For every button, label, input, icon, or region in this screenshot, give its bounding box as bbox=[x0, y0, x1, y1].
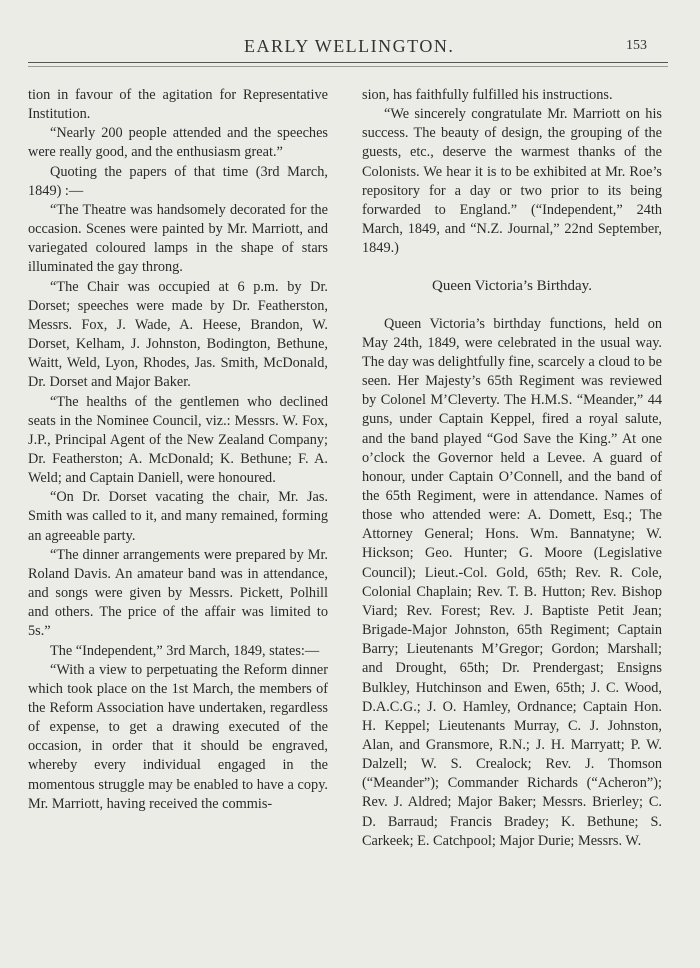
paragraph: Quoting the papers of that time (3rd March, 1849) :— bbox=[28, 163, 328, 199]
running-title: EARLY WELLINGTON. bbox=[244, 36, 455, 56]
left-column bbox=[28, 86, 328, 814]
paragraph: “The healths of the gentlemen who declined seats in the Nominee Council, viz.: Messrs. W. Fox, J.P., Principal Agent of the New Zealand Company; Dr. Featherston; A. McDonald; K. Bethune; F. A. Weld; and Captain Daniell, were honoured. bbox=[28, 393, 328, 487]
paragraph: “On Dr. Dorset vacating the chair, Mr. Jas. Smith was called to it, and many remained, forming an agreeable party. bbox=[28, 489, 328, 544]
paragraph: Queen Victoria’s birthday functions, held on May 24th, 1849, were celebrated in the usual way. The day was delightfully fine, scarcely a cloud to be seen. Her Majesty’s 65th Regiment was reviewed by Colonel M’Cleverty. The H.M.S. “Meander,” 44 guns, under Captain Keppel, fired a royal salute, and the band played “God Save the King.” At one o’clock the Governor held a Levee. A guard of honour, under Captain O’Connell, and the band of the 65th Regiment, were in attendance. Names of those who attended were: A. Domett, Esq.; The Attorney General; Hons. Wm. Bannatyne; W. Hickson; Geo. Hunter; G. Moore (Legislative Council); Lieut.-Col. Gold, 65th; Rev. R. Cole, Colonial Chaplain; Rev. T. B. Hutton; Rev. Bishop Viard; Rev. Forest; Rev. J. Baptiste Petit Jean; Brigade-Major Johnston, 65th Regiment; Captain Barry; Lieutenants M’Gregor; Gordon; Marshall; and Drought, 65th; Dr. Prendergast; Ensigns Bulkley, Hutchinson and Ewen, 65th; J. C. Wood, D.A.C.G.; J. O. Hamley, Ordnance; Captain Hon. H. Keppel; Lieutenants Murray, C. J. Johnston, Alan, and Gransmore, R.N.; J. H. Marryatt; P. W. Dalzell; W. S. Crealock; Rev. J. Thomson (“Meander”); Commander Richards (“Acheron”); Rev. J. Aldred; Major Baker; Messrs. Brierley; C. D. Barraud; Francis Bradey; K. Bethune; S. Carkeek; E. Catchpool; Major Durie; Messrs. W. bbox=[362, 315, 662, 849]
paragraph: “With a view to perpetuating the Reform dinner which took place on the 1st March, the members of the Reform Association have undertaken, regardless of expense, to get a drawing executed of the occasion, in order that it should be engraved, whereby every individual engaged in the momentous struggle may be enabled to have a copy. Mr. Marriott, having received the commis- bbox=[28, 661, 328, 812]
header-rule bbox=[28, 62, 668, 63]
right-column bbox=[362, 86, 662, 851]
paragraph: “The Theatre was handsomely decorated for the occasion. Scenes were painted by Mr. Marriott, and variegated coloured lamps in the shape of stars illuminated the gay throng. bbox=[28, 201, 328, 276]
paragraph: tion in favour of the agitation for Representative Institution. bbox=[28, 87, 328, 123]
running-header bbox=[0, 34, 700, 60]
paragraph: “The dinner arrangements were prepared by Mr. Roland Davis. An amateur band was in attendance, and songs were given by Messrs. Pickett, Polhill and others. The price of the affair was limited to 5s.” bbox=[28, 546, 328, 640]
paragraph: sion, has faithfully fulfilled his instructions. bbox=[362, 87, 613, 103]
paragraph: “We sincerely congratulate Mr. Marriott on his success. The beauty of design, the grouping of the guests, etc., deserve the warmest thanks of the Colonists. We hear it is to be exhibited at Mr. Roe’s repository for a day or two prior to its being forwarded to England.” (“Independent,” 24th March, 1849, and “N.Z. Journal,” 22nd September, 1849.) bbox=[362, 106, 662, 257]
paragraph: “The Chair was occupied at 6 p.m. by Dr. Dorset; speeches were made by Dr. Featherston, Messrs. Fox, J. Wade, A. Heese, Brandon, W. Dorset, Kelham, J. Johnston, Bodington, Bethune, Waitt, Weld, Lyon, Rhodes, Jas. Smith, McDonald, Dr. Dorset and Major Baker. bbox=[28, 278, 328, 391]
paragraph: The “Independent,” 3rd March, 1849, states:— bbox=[50, 642, 320, 659]
page-number: 153 bbox=[626, 38, 647, 53]
section-heading: Queen Victoria’s Birthday. bbox=[432, 278, 592, 295]
paragraph: “Nearly 200 people attended and the speeches were really good, and the enthusiasm great.” bbox=[28, 125, 328, 161]
header-rule-secondary bbox=[28, 66, 668, 67]
